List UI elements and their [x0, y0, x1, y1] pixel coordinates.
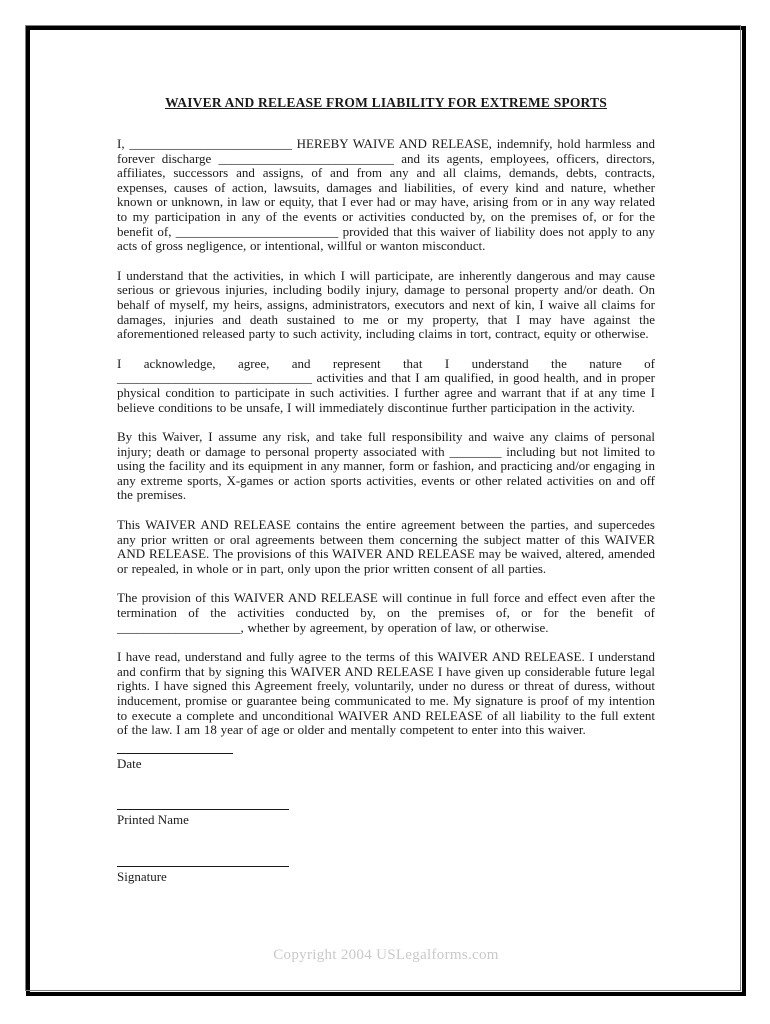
paragraph-continuing-effect: The provision of this WAIVER AND RELEASE will continue in full force and effect even after the termination of the activities conducted by, on the premises of, or for the benefit of ___________________, whether by agreement, by operation of law, or otherwise.: [117, 590, 655, 635]
document-title: WAIVER AND RELEASE FROM LIABILITY FOR EXTREME SPORTS: [165, 95, 607, 110]
document-content: [117, 30, 655, 992]
signature-signature-line: [117, 866, 289, 867]
date-field: [117, 753, 655, 772]
copyright-footer: Copyright 2004 USLegalforms.com: [273, 947, 499, 963]
signature-field: [117, 866, 655, 885]
printed-name-signature-line: [117, 809, 289, 810]
document-border-frame: [26, 26, 746, 996]
paragraph-entire-agreement: This WAIVER AND RELEASE contains the entire agreement between the parties, and supercedes any prior written or oral agreements between them concerning the subject matter of this WAIVER AND RELEASE. The provisions of this WAIVER AND RELEASE may be waived, altered, amended or repealed, in whole or in part, only upon the prior written consent of all parties.: [117, 517, 655, 576]
date-label: Date: [117, 755, 142, 771]
paragraph-waive-release: I, _________________________ HEREBY WAIVE AND RELEASE, indemnify, hold harmless and forever discharge ___________________________ and its agents, employees, officers, directors, affiliates, successors and assigns, of and from any and all claims, demands, debts, contracts, expenses, causes of action, lawsuits, damages and liabilities, of every kind and nature, whether known or unknown, in law or equity, that I ever had or may have, arising from or in any way related to my participation in any of the events or activities conducted by, on the premises of, or for the benefit of, _________________________ provided that this waiver of liability does not apply to any acts of gross negligence, or intentional, willful or wanton misconduct.: [117, 136, 655, 254]
paragraph-acknowledge-nature: I acknowledge, agree, and represent that I understand the nature of ______________________________ activities and that I am qualified, in good health, and in proper physical condition to participate in such activities. I further agree and warrant that if at any time I believe conditions to be unsafe, I will immediately discontinue further participation in the activity.: [117, 355, 655, 415]
printed-name-label: Printed Name: [117, 812, 189, 828]
signature-block: [117, 753, 655, 885]
date-signature-line: [117, 753, 233, 754]
printed-name-field: [117, 809, 655, 828]
paragraph-understand-danger: I understand that the activities, in which I will participate, are inherently dangerous and may cause serious or grievous injuries, including bodily injury, damage to personal property and/or death. On behalf of myself, my heirs, assigns, administrators, executors and next of kin, I waive all claims for damages, injuries and death sustained to me or my property, that I may have against the aforementioned released party to such activity, including claims in tort, contract, equity or otherwise.: [117, 267, 655, 342]
paragraph-assume-risk: By this Waiver, I assume any risk, and take full responsibility and waive any claims of personal injury; death or damage to personal property associated with ________ including but not limited to using the facility and its equipment in any manner, form or fashion, and practicing and/or engaging in any extreme sports, X-games or action sports activities, events or other related activities on and off the premises.: [117, 429, 655, 503]
signature-label: Signature: [117, 868, 167, 884]
paragraph-read-and-agree: I have read, understand and fully agree to the terms of this WAIVER AND RELEASE. I understand and confirm that by signing this WAIVER AND RELEASE I have given up considerable future legal rights. I have signed this Agreement freely, voluntarily, under no duress or threat of duress, without inducement, promise or guarantee being communicated to me. My signature is proof of my intention to execute a complete and unconditional WAIVER AND RELEASE of all liability to the full extent of the law. I am 18 year of age or older and mentally competent to enter into this waiver.: [117, 649, 655, 738]
